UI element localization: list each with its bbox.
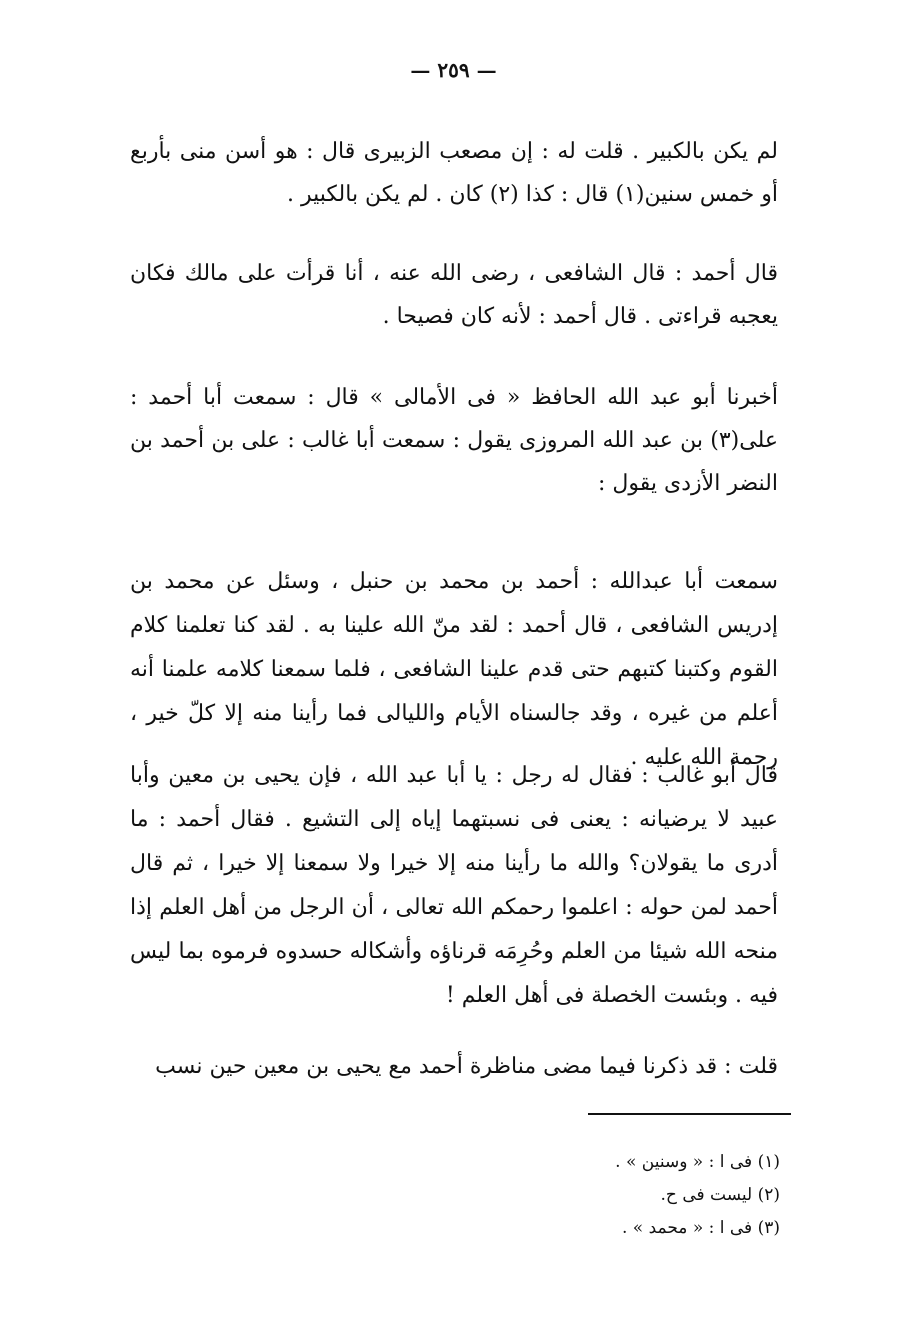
paragraph-2: قال أحمد : قال الشافعى ، رضى الله عنه ، أنا قرأت على مالك فكان يعجبه قراءتى . قال أحمد : لأنه كان فصيحا . — [130, 261, 778, 329]
paragraph-4: سمعت أبا عبدالله : أحمد بن محمد بن حنبل ، وسئل عن محمد بن إدريس الشافعى ، قال أحمد : لقد منّ الله علينا به . لقد كنا تعلمنا كلام القوم وكتبنا كتبهم حتى قدم علينا الشافعى ، فلما سمعنا كلامه علمنا أنه أعلم من غيره ، وقد جالسناه الأيام والليالى فما رأينا منه إلا كلّ خير ، رحمة الله عليه . — [130, 569, 778, 770]
paragraph-6: قلت : قد ذكرنا فيما مضى مناظرة أحمد مع يحيى بن معين حين نسب — [155, 1054, 778, 1079]
paragraph-3: أخبرنا أبو عبد الله الحافظ « فى الأمالى » قال : سمعت أبا أحمد : على(٣) بن عبد الله المروزى يقول : سمعت أبا غالب : على بن أحمد بن النضر الأزدى يقول : — [130, 385, 778, 496]
footnote-divider — [588, 1113, 791, 1115]
paragraph-5: قال أبو غالب : فقال له رجل : يا أبا عبد الله ، فإن يحيى بن معين وأبا عبيد لا يرضيانه : يعنى فى نسبتهما إياه إلى التشيع . فقال أحمد : ما أدرى ما يقولان؟ والله ما رأينا منه إلا خيرا ولا سمعنا إلا خيرا ، ثم قال أحمد لمن حوله : اعلموا رحمكم الله تعالى ، أن الرجل من أهل العلم إذا منحه الله شيئا من العلم وحُرِمَه قرناؤه وأشكاله حسدوه فرموه بما ليس فيه . وبئست الخصلة فى أهل العلم ! — [130, 763, 778, 1008]
footnotes — [560, 1146, 780, 1245]
paragraph-1: لم يكن بالكبير . قلت له : إن مصعب الزبيرى قال : هو أسن منى بأربع أو خمس سنين(١) قال : كذا (٢) كان . لم يكن بالكبير . — [130, 139, 778, 207]
footnote-2: (٢) ليست فى ح. — [660, 1185, 780, 1205]
footnote-1: (١) فى ا : « وسنين » . — [615, 1152, 780, 1172]
page-number: — ٢٥٩ — — [410, 58, 497, 82]
footnote-3: (٣) فى ا : « محمد » . — [621, 1218, 780, 1238]
